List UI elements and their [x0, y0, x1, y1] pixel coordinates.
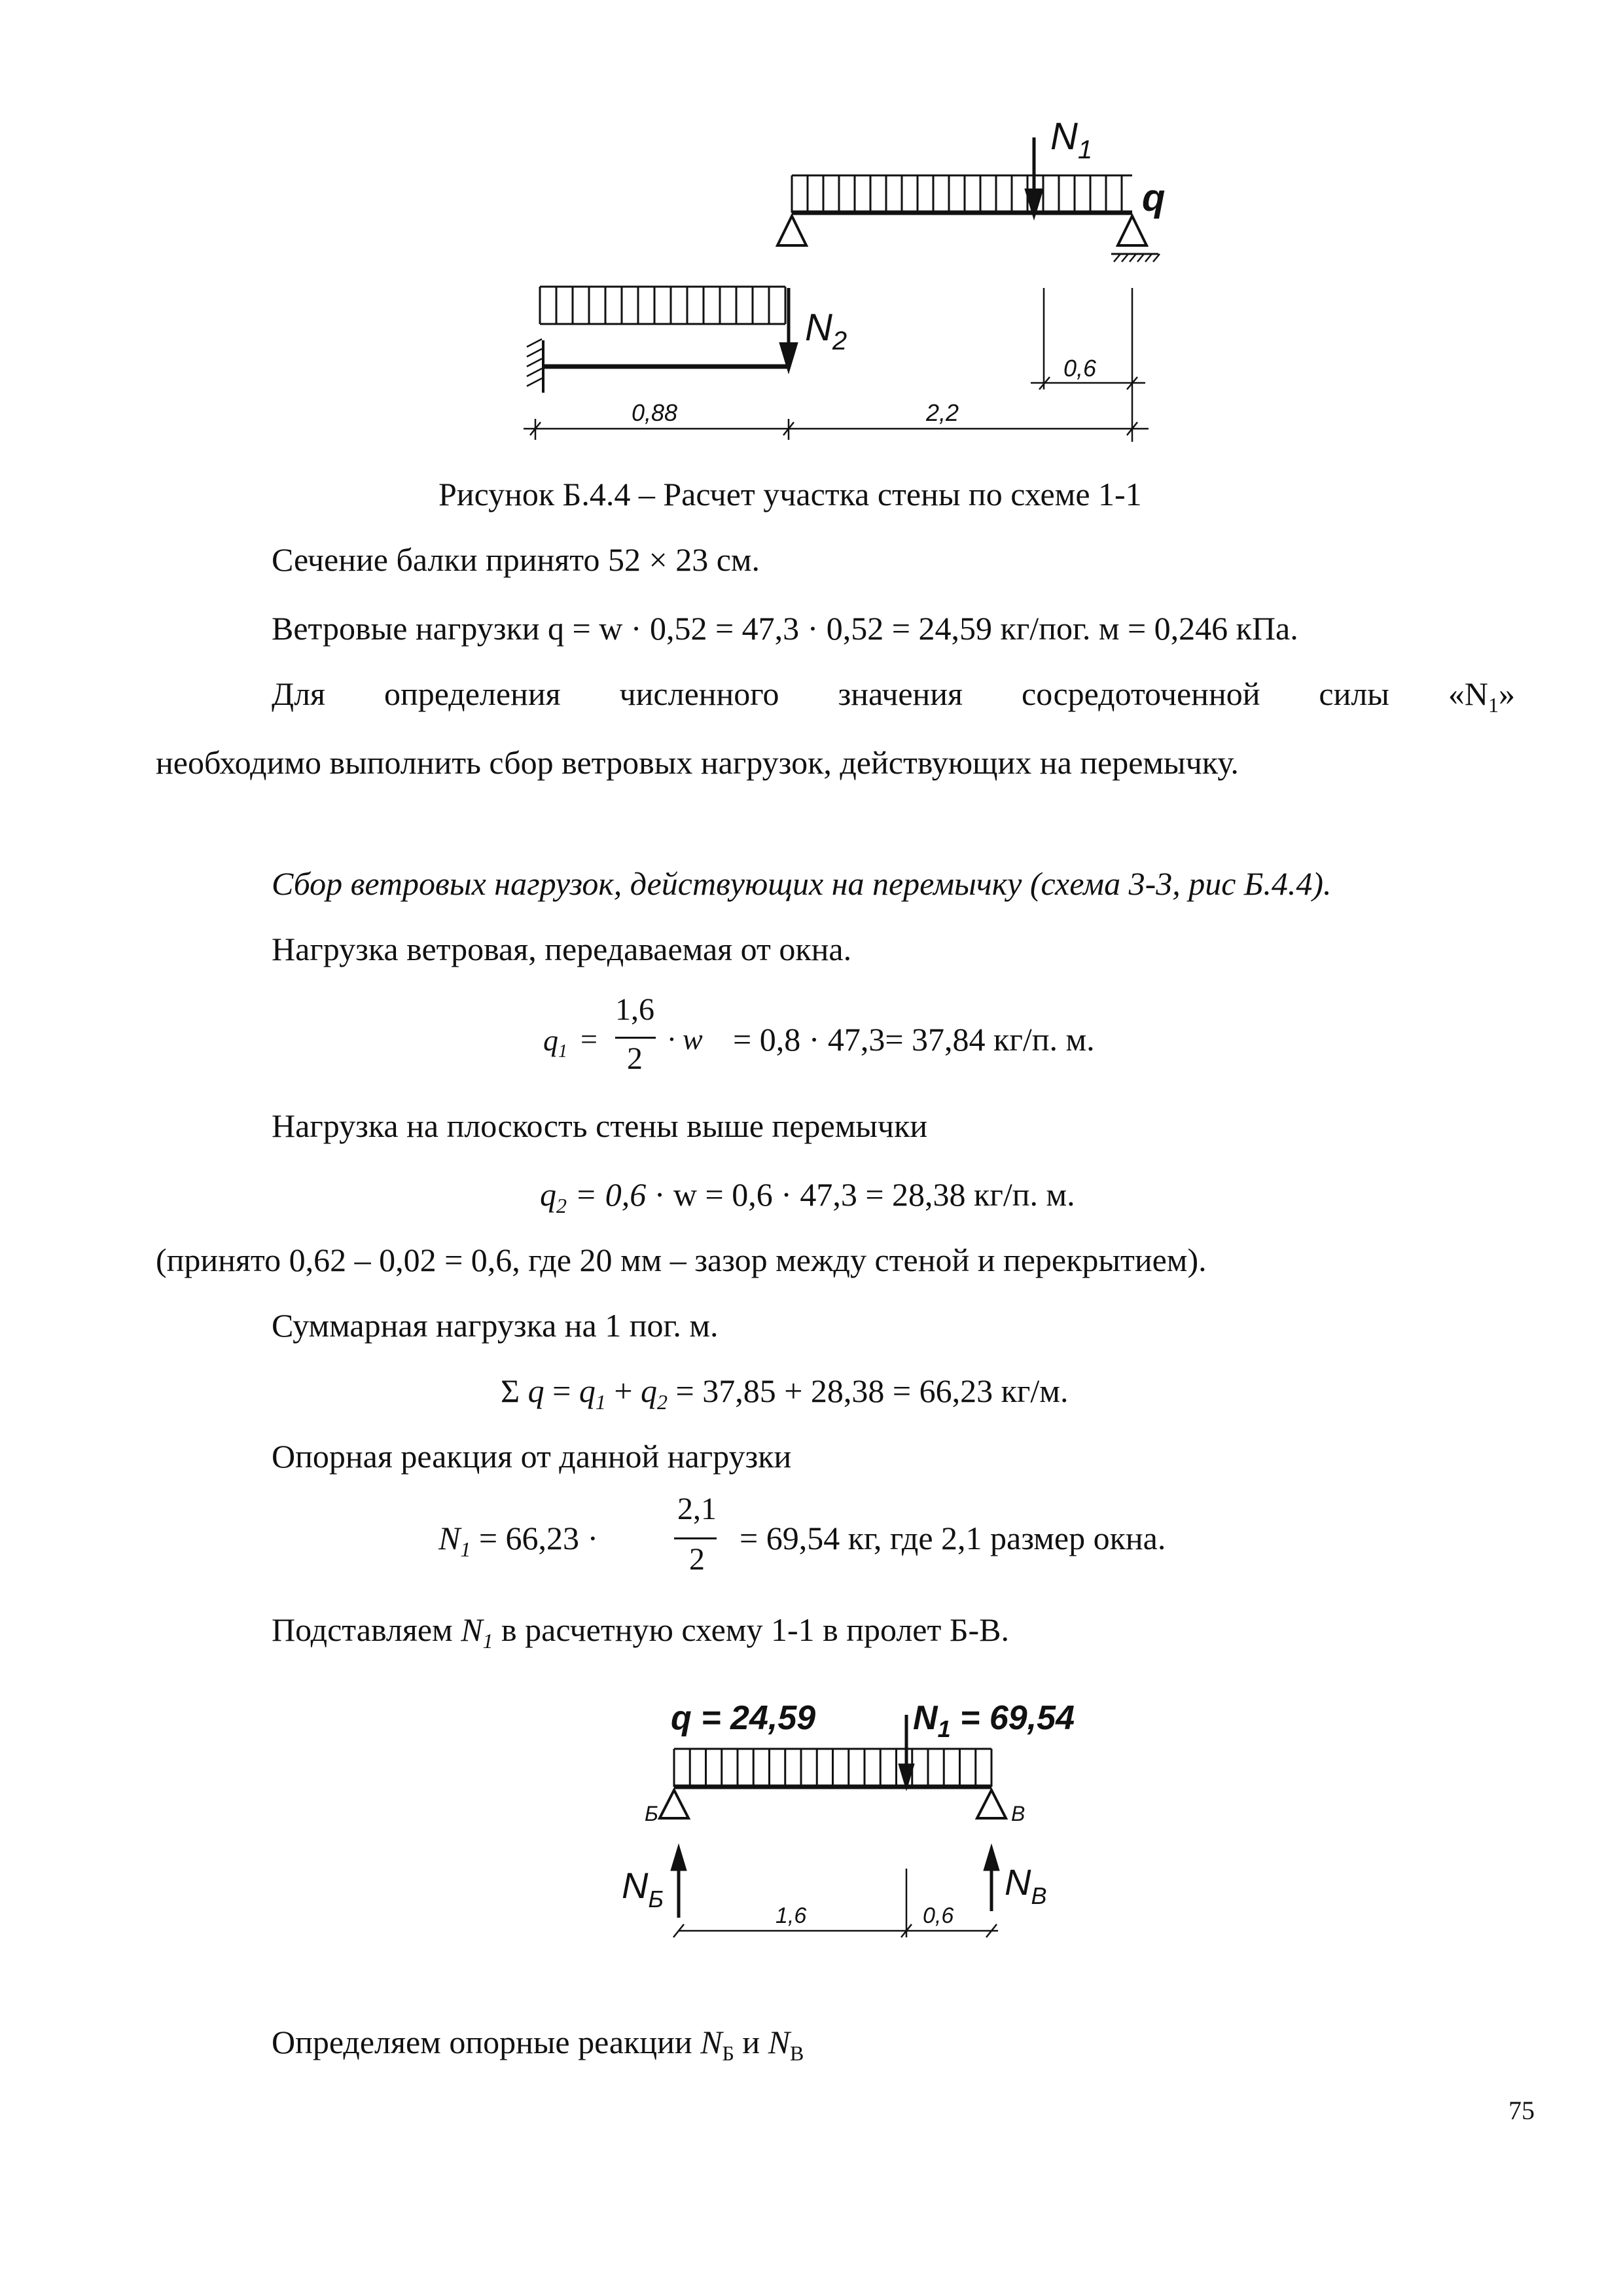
- upper-right-support: [1118, 216, 1147, 245]
- upper-distributed-load: [792, 175, 1132, 213]
- paragraph-determine-reactions: Определяем опорные реакции $N_Б$ и $N_В$: [272, 2024, 804, 2065]
- dim-1-6: 1,6: [776, 1903, 807, 1928]
- paragraph-substitute: Подставляем $N_1$ в расчетную схему 1-1 в пролет Б-В.: [272, 1611, 1010, 1653]
- support-b-label: Б: [645, 1802, 658, 1825]
- section-heading: Сбор ветровых нагрузок, действующих на перемычку (схема 3-3, рис Б.4.4).: [272, 865, 1332, 902]
- span-distributed-load: [674, 1749, 991, 1787]
- paragraph-wall-load: Нагрузка на плоскость стены выше перемычки: [272, 1107, 928, 1144]
- nv-reaction-arrow: [984, 1844, 999, 1911]
- n2-force-arrow: [781, 288, 796, 370]
- q-value-label: q = 24,59: [671, 1699, 816, 1737]
- support-v: [977, 1790, 1006, 1818]
- paragraph-total-load: Суммарная нагрузка на 1 пог. м.: [272, 1307, 719, 1344]
- figure-span-b-v: [0, 1676, 1623, 1990]
- lower-fixed-support: [527, 339, 543, 393]
- paragraph-intro-line1: Для определения численного значения сосредоточенной силы «$N_1$»: [272, 675, 1515, 717]
- equation-q2: $q_2 = 0,6 \cdot w = 0,6 \cdot 47,3 = 28,38$ кг/п. м.: [540, 1176, 1075, 1217]
- support-b: [660, 1790, 688, 1818]
- lower-distributed-load: [540, 287, 785, 324]
- n1-force-arrow: [1026, 137, 1042, 216]
- dim-0-6: 0,6: [1063, 355, 1097, 382]
- nv-label: $N_В$: [1005, 1861, 1047, 1909]
- paragraph-note: (принято 0,62 – 0,02 = 0,6, где 20 мм – зазор между стеной и перекрытием).: [156, 1242, 1207, 1278]
- upper-left-support: [777, 216, 806, 245]
- upper-right-ground-hatch: [1111, 254, 1160, 262]
- paragraph-reaction: Опорная реакция от данной нагрузки: [272, 1438, 792, 1475]
- n1-value-label: $N_1 = 69,54$: [913, 1699, 1075, 1742]
- n2-label: $N_2$: [805, 306, 847, 355]
- support-v-label: В: [1011, 1802, 1026, 1825]
- paragraph-window-load: Нагрузка ветровая, передаваемая от окна.: [272, 931, 852, 967]
- paragraph-intro-line2: необходимо выполнить сбор ветровых нагрузок, действующих на перемычку.: [156, 744, 1239, 781]
- nb-label: $N_Б$: [622, 1865, 664, 1912]
- paragraph-section: Сечение балки принято 52 × 23 см.: [272, 541, 760, 578]
- dim-2-2: 2,2: [926, 399, 959, 426]
- page-number: 75: [1508, 2096, 1535, 2125]
- figure-beam-scheme-1-1: [0, 0, 1623, 471]
- dim-0-6-span: 0,6: [923, 1903, 954, 1928]
- n1-label: $N_1$: [1050, 115, 1093, 164]
- equation-sum: Σ $q = q_1 + q_2 = 37,85 + 28,38 = 66,23$ кг/м.: [501, 1372, 1069, 1414]
- paragraph-wind-load: Ветровые нагрузки q = w · 0,52 = 47,3 · 0,52 = 24,59 кг/пог. м = 0,246 кПа.: [272, 610, 1298, 647]
- nb-reaction-arrow: [671, 1844, 687, 1918]
- q-label: q: [1142, 177, 1166, 219]
- figure-caption: Рисунок Б.4.4 – Расчет участка стены по схеме 1-1: [438, 476, 1142, 512]
- dim-0-88: 0,88: [632, 399, 678, 426]
